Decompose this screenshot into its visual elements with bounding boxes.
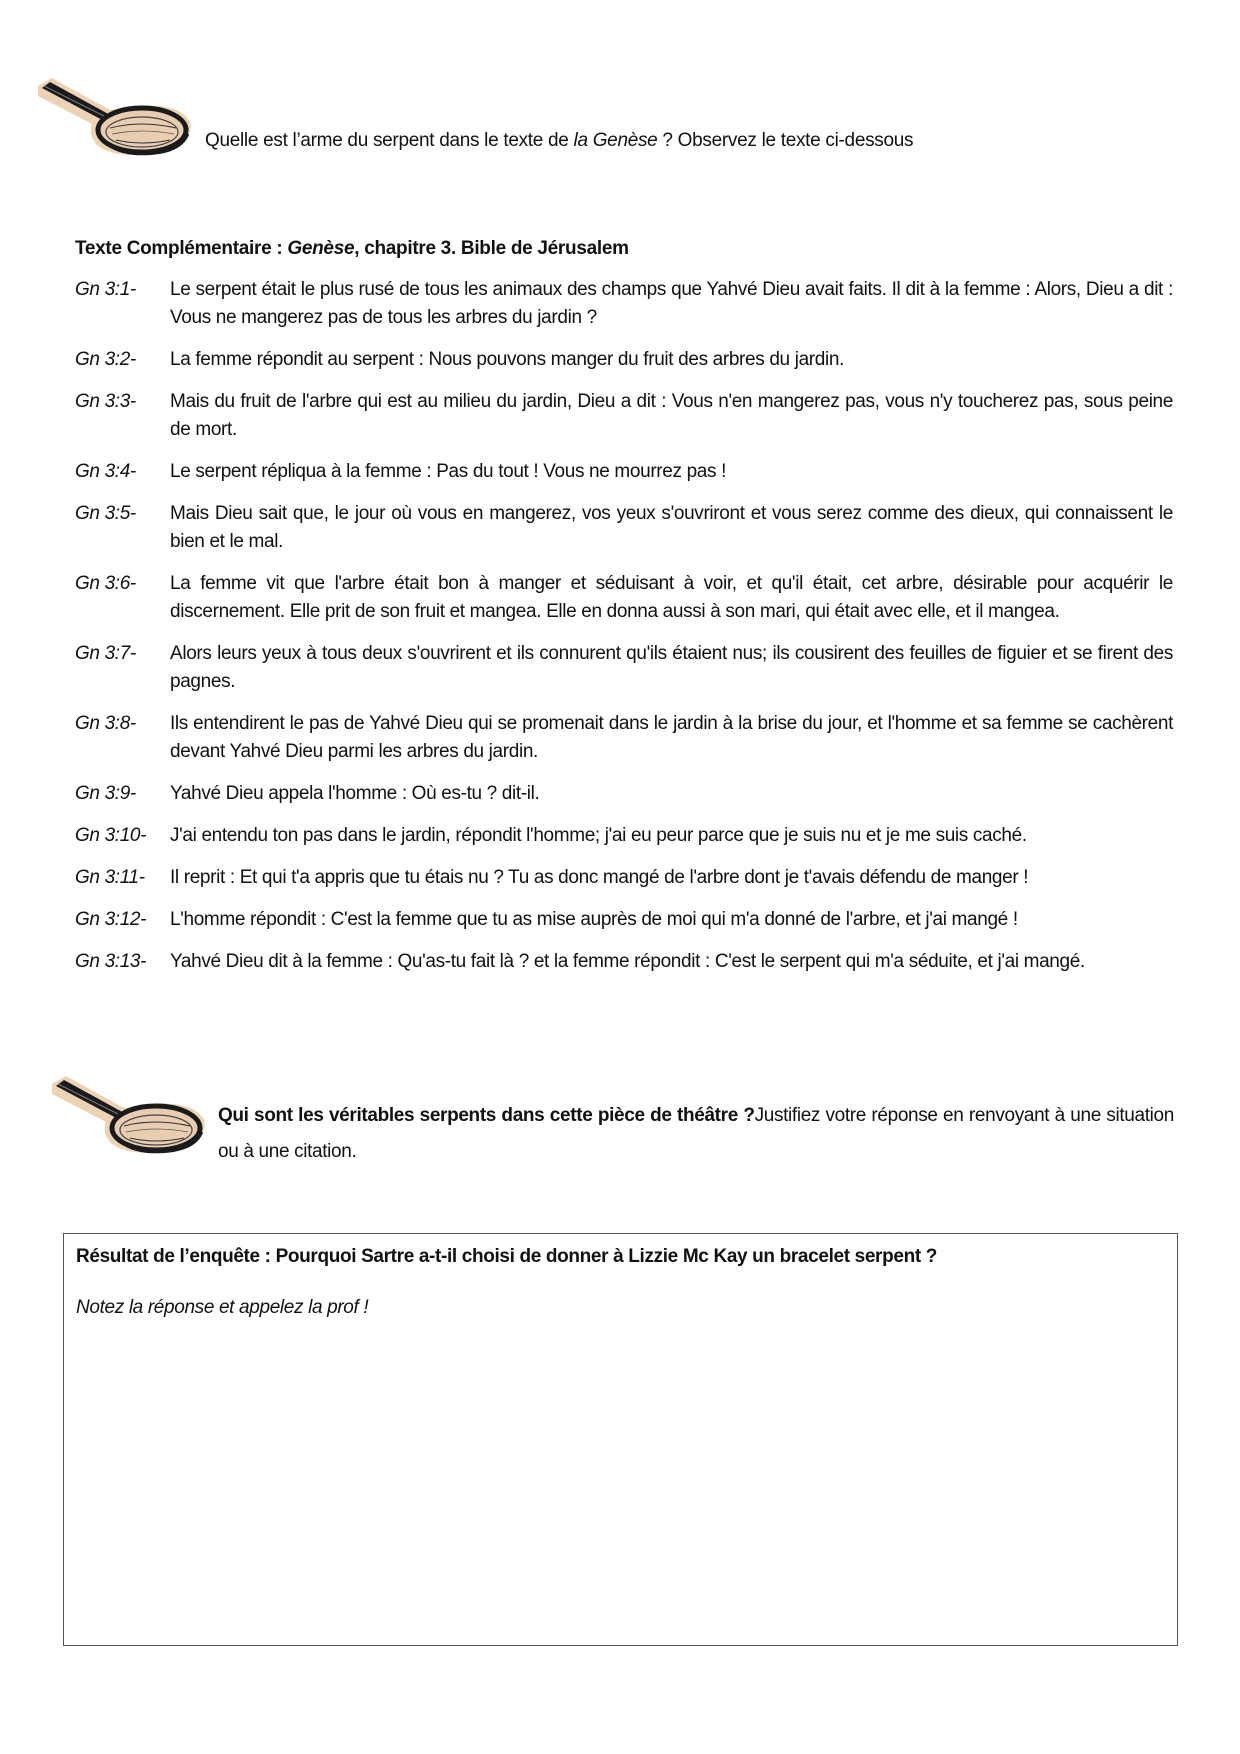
verse-row: [75, 346, 1173, 374]
document-title: [75, 238, 629, 260]
magnifying-glass-icon: [30, 72, 200, 162]
investigation-question-2: [218, 1098, 1174, 1170]
verse-row: [75, 388, 1173, 444]
verse-text: Le serpent répliqua à la femme : Pas du tout ! Vous ne mourrez pas !: [170, 461, 727, 482]
verse-reference: Gn 3:13-: [75, 951, 147, 972]
verse-row: [75, 822, 1173, 850]
verse-reference: Gn 3:9-: [75, 783, 136, 804]
title-text: Texte Complémentaire :: [75, 238, 288, 259]
verse-text: Le serpent était le plus rusé de tous les animaux des champs que Yahvé Dieu avait faits. Il dit à la femme : Alors, Dieu a dit : Vous ne mangerez pas de tous les arbres du jardin ?: [170, 279, 1173, 328]
verse-reference: Gn 3:11-: [75, 867, 145, 888]
result-title: Résultat de l’enquête : Pourquoi Sartre a-t-il choisi de donner à Lizzie Mc Kay un bracelet serpent ?: [76, 1246, 937, 1267]
verse-reference: Gn 3:1-: [75, 279, 136, 300]
verse-text: Ils entendirent le pas de Yahvé Dieu qui se promenait dans le jardin à la brise du jour, et l'homme et sa femme se cachèrent devant Yahvé Dieu parmi les arbres du jardin.: [170, 713, 1173, 762]
title-text-end: , chapitre 3. Bible de Jérusalem: [354, 238, 629, 259]
result-instruction: Notez la réponse et appelez la prof !: [76, 1297, 369, 1318]
question-text-end: ? Observez le texte ci-dessous: [657, 130, 914, 151]
verse-text: La femme répondit au serpent : Nous pouvons manger du fruit des arbres du jardin.: [170, 349, 844, 370]
verse-text: Mais du fruit de l'arbre qui est au milieu du jardin, Dieu a dit : Vous n'en mangerez pas, vous n'y toucherez pas, sous peine de mort.: [170, 391, 1173, 440]
verse-row: [75, 864, 1173, 892]
result-answer-box[interactable]: [63, 1233, 1178, 1646]
verse-text: La femme vit que l'arbre était bon à manger et séduisant à voir, et qu'il était, cet arbre, désirable pour acquérir le discernement. Elle prit de son fruit et mangea. Elle en donna aussi à son mari, qui était avec elle, et il mangea.: [170, 573, 1173, 622]
verse-text: Il reprit : Et qui t'a appris que tu étais nu ? Tu as donc mangé de l'arbre dont je t'avais défendu de manger !: [170, 867, 1029, 888]
verse-reference: Gn 3:3-: [75, 391, 136, 412]
investigation-question-1: [205, 130, 913, 152]
verse-reference: Gn 3:5-: [75, 503, 136, 524]
verse-reference: Gn 3:6-: [75, 573, 136, 594]
verse-reference: Gn 3:7-: [75, 643, 136, 664]
question-text: Quelle est l’arme du serpent dans le texte de: [205, 130, 574, 151]
verse-row: [75, 570, 1173, 626]
verse-reference: Gn 3:2-: [75, 349, 136, 370]
verse-row: [75, 710, 1173, 766]
verse-list: [75, 276, 1173, 990]
verse-row: [75, 640, 1173, 696]
verse-reference: Gn 3:12-: [75, 909, 147, 930]
verse-reference: Gn 3:4-: [75, 461, 136, 482]
verse-text: J'ai entendu ton pas dans le jardin, répondit l'homme; j'ai eu peur parce que je suis nu et je me suis caché.: [170, 825, 1027, 846]
verse-text: Yahvé Dieu appela l'homme : Où es-tu ? dit-il.: [170, 783, 540, 804]
question-italic-title: la Genèse: [573, 130, 658, 151]
verse-row: [75, 780, 1173, 808]
verse-row: [75, 500, 1173, 556]
verse-row: [75, 948, 1173, 976]
verse-text: Mais Dieu sait que, le jour où vous en mangerez, vos yeux s'ouvriront et vous serez comme des dieux, qui connaissent le bien et le mal.: [170, 503, 1173, 552]
title-italic: Genèse: [287, 238, 355, 259]
verse-text: L'homme répondit : C'est la femme que tu as mise auprès de moi qui m'a donné de l'arbre, et j'ai mangé !: [170, 909, 1018, 930]
question-bold: Qui sont les véritables serpents dans cette pièce de théâtre ?: [218, 1105, 755, 1126]
verse-text: Yahvé Dieu dit à la femme : Qu'as-tu fait là ? et la femme répondit : C'est le serpent qui m'a séduite, et j'ai mangé.: [170, 951, 1085, 972]
verse-row: [75, 458, 1173, 486]
verse-reference: Gn 3:10-: [75, 825, 147, 846]
magnifying-glass-icon: [44, 1070, 214, 1160]
verse-row: [75, 906, 1173, 934]
question-instructions: Justifiez votre réponse en renvoyant à une situation ou à une citation.: [218, 1105, 1174, 1162]
verse-row: [75, 276, 1173, 332]
verse-text: Alors leurs yeux à tous deux s'ouvrirent et ils connurent qu'ils étaient nus; ils cousirent des feuilles de figuier et se firent des pagnes.: [170, 643, 1173, 692]
verse-reference: Gn 3:8-: [75, 713, 136, 734]
